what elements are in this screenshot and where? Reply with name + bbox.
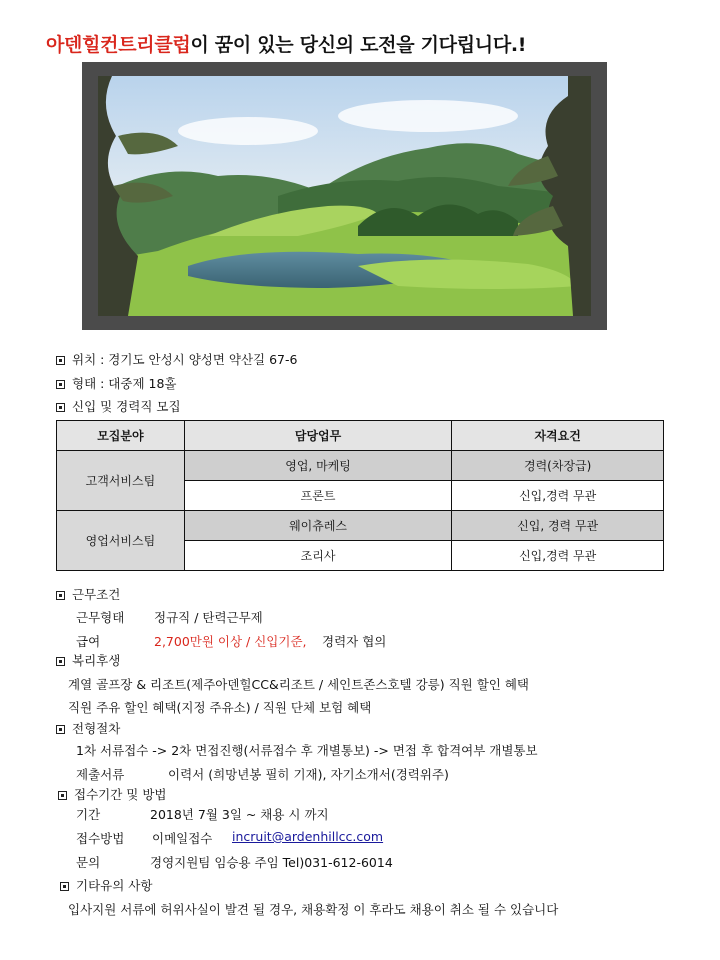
notes-title: 기타유의 사항 xyxy=(60,876,152,894)
headline-brand: 아덴힐컨트리클럽 xyxy=(46,34,191,56)
duty-cell: 영업, 마케팅 xyxy=(184,451,452,481)
process-steps: 1차 서류접수 -> 2차 면접진행(서류접수 후 개별통보) -> 면접 후 합격여부 개별통보 xyxy=(76,743,538,758)
page-headline xyxy=(46,30,526,57)
bullet-square-icon xyxy=(56,657,65,666)
apply-period-label: 기간 xyxy=(76,807,101,822)
info-type: 형태 : 대중제 18홀 xyxy=(56,374,177,392)
apply-title: 접수기간 및 방법 xyxy=(58,785,166,803)
bullet-square-icon xyxy=(56,725,65,734)
duty-cell: 조리사 xyxy=(184,541,452,571)
conditions-form-label: 근무형태 xyxy=(76,610,125,625)
bullet-square-icon xyxy=(56,380,65,389)
duty-cell: 프론트 xyxy=(184,481,452,511)
welfare-line1: 계열 골프장 & 리조트(제주아덴힐CC&리조트 / 세인트존스호텔 강릉) 직원 할인 혜택 xyxy=(68,677,530,692)
team-cell: 영업서비스팀 xyxy=(57,511,185,571)
apply-contact-value: 경영지원팀 임승용 주임 Tel)031-612-6014 xyxy=(150,855,393,870)
process-title: 전형절차 xyxy=(56,719,120,737)
info-location: 위치 : 경기도 안성시 양성면 약산길 67-6 xyxy=(56,350,297,368)
table-header-cell: 담당업무 xyxy=(184,421,452,451)
bullet-square-icon xyxy=(56,356,65,365)
conditions-pay-note: 경력자 협의 xyxy=(322,634,387,649)
requirement-cell: 신입,경력 무관 xyxy=(452,481,664,511)
welfare-title: 복리후생 xyxy=(56,651,120,669)
welfare-line2: 직원 주유 할인 혜택(지정 주유소) / 직원 단체 보험 혜택 xyxy=(68,700,372,715)
apply-period-value: 2018년 7월 3일 ~ 채용 시 까지 xyxy=(150,807,329,822)
team-cell: 고객서비스팀 xyxy=(57,451,185,511)
requirement-cell: 신입, 경력 무관 xyxy=(452,511,664,541)
table-header-row xyxy=(57,421,664,451)
conditions-form-value: 정규직 / 탄력근무제 xyxy=(154,610,263,625)
process-docs-value: 이력서 (희망년봉 필히 기재), 자기소개서(경력위주) xyxy=(168,767,449,782)
conditions-title: 근무조건 xyxy=(56,585,120,603)
bullet-square-icon xyxy=(60,882,69,891)
info-recruit: 신입 및 경력직 모집 xyxy=(56,397,181,415)
duty-cell: 웨이츄레스 xyxy=(184,511,452,541)
golf-course-photo-frame xyxy=(82,62,607,330)
process-docs-label: 제출서류 xyxy=(76,767,125,782)
table-row xyxy=(57,511,664,541)
requirement-cell: 신입,경력 무관 xyxy=(452,541,664,571)
recruit-table xyxy=(56,420,664,571)
apply-contact-label: 문의 xyxy=(76,855,101,870)
apply-method-label: 접수방법 xyxy=(76,831,125,846)
requirement-cell: 경력(차장급) xyxy=(452,451,664,481)
apply-email-link[interactable]: incruit@ardenhillcc.com xyxy=(232,829,384,844)
golf-course-photo xyxy=(98,76,591,316)
conditions-pay-label: 급여 xyxy=(76,634,101,649)
headline-text: 이 꿈이 있는 당신의 도전을 기다립니다.! xyxy=(190,34,527,56)
table-row xyxy=(57,451,664,481)
conditions-pay-value: 2,700만원 이상 / 신입기준, xyxy=(154,634,307,649)
table-header-cell: 자격요건 xyxy=(452,421,664,451)
table-header-cell: 모집분야 xyxy=(57,421,185,451)
bullet-square-icon xyxy=(56,403,65,412)
apply-method-value: 이메일접수 xyxy=(152,831,213,846)
bullet-square-icon xyxy=(56,591,65,600)
bullet-square-icon xyxy=(58,791,67,800)
notes-text: 입사지원 서류에 허위사실이 발견 될 경우, 채용확정 이 후라도 채용이 취소 될 수 있습니다 xyxy=(68,902,559,917)
